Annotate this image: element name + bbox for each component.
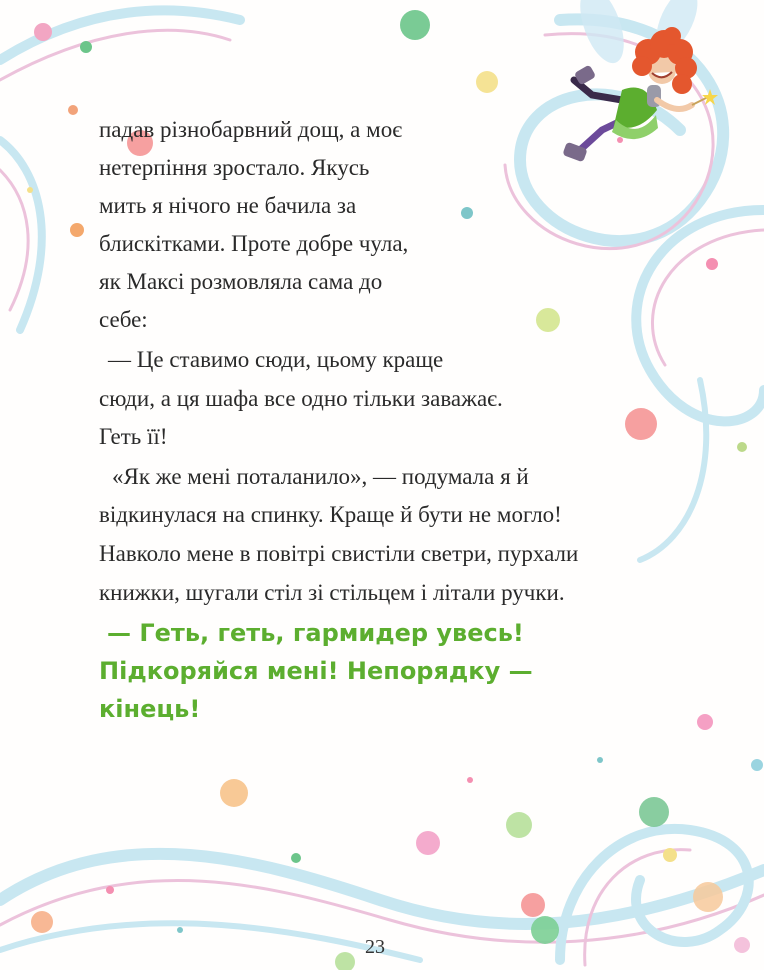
story-line: нетерпіння зростало. Якусь (99, 155, 370, 180)
story-line: «Як же мені поталанило», — подумала я й (112, 464, 529, 489)
story-line: блискітками. Проте добре чула, (99, 231, 409, 256)
wand-star-icon (702, 89, 718, 105)
page-number: 23 (365, 936, 385, 958)
story-line: відкинулася на спинку. Краще й бути не могло! (99, 502, 562, 527)
story-line: як Максі розмовляла сама до (99, 269, 383, 294)
spell-line: Підкоряйся мені! Непорядку — (99, 657, 533, 685)
spell-line: кінець! (99, 695, 201, 723)
fairy-wing-left (571, 0, 632, 69)
story-line: Геть її! (99, 424, 168, 449)
story-line: падав різнобарвний дощ, а моє (99, 117, 403, 142)
spell-line: — Геть, геть, гармидер увесь! (107, 619, 524, 647)
story-line: мить я нічого не бачила за (99, 193, 357, 218)
story-line: Навколо мене в повітрі свистіли светри, пурхали (99, 541, 579, 566)
fairy-illustration (552, 0, 722, 175)
story-line: сюди, а ця шафа все одно тільки заважає. (99, 386, 503, 411)
story-line: книжки, шугали стіл зі стільцем і літали ручки. (99, 580, 565, 605)
story-line: себе: (99, 307, 148, 332)
story-line: — Це ставимо сюди, цьому краще (108, 347, 444, 372)
